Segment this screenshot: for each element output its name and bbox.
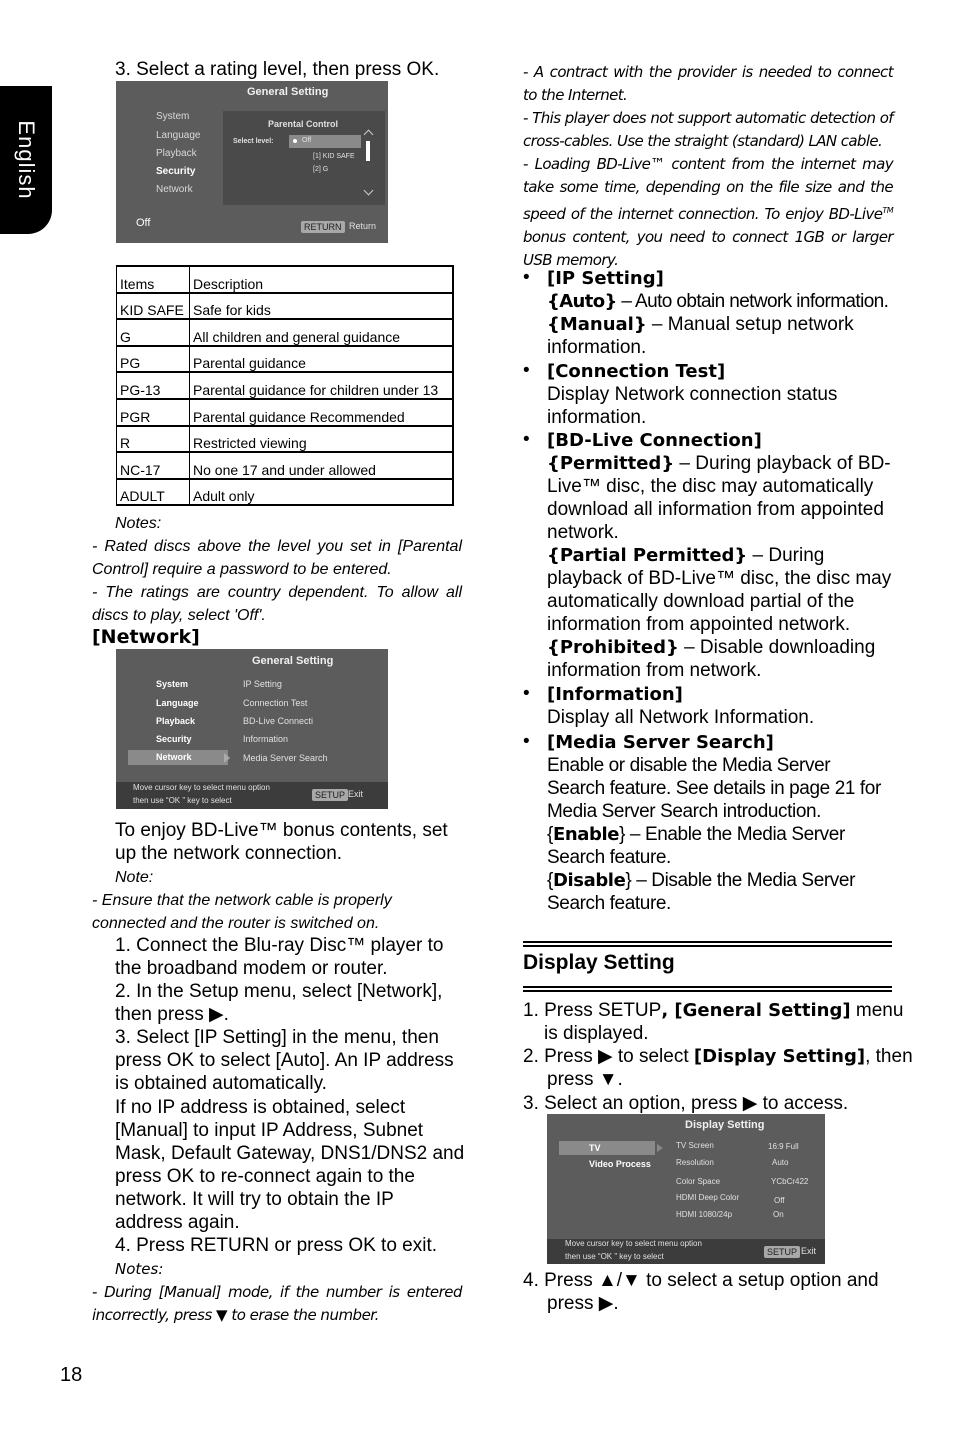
menu-item: Network — [156, 184, 193, 195]
option-value: Off — [774, 1196, 785, 1205]
trademark-mark: TM — [882, 206, 893, 215]
level-option-selected — [289, 135, 361, 148]
table-row — [117, 452, 454, 479]
ip-setting-block — [547, 267, 892, 359]
option-label: HDMI Deep Color — [676, 1193, 740, 1202]
table-cell: No one 17 and under allowed — [190, 452, 454, 479]
divider — [523, 941, 892, 947]
menu-item: Video Process — [589, 1159, 651, 1169]
display-setting-screenshot — [547, 1114, 825, 1264]
option-value: Auto — [772, 1158, 789, 1167]
connection-test-desc: Display Network connection status information. — [547, 384, 838, 428]
permitted-desc: – During playback of BD-Live™ disc, the disc may automatically download all information from appointed network. — [547, 453, 891, 543]
selected-dot-icon — [293, 139, 297, 143]
partial-permitted-desc: – During playback of BD-Live™ disc, the disc may automatically download partial of the information from appointed network. — [547, 545, 892, 635]
table-cell: Restricted viewing — [190, 426, 454, 453]
network-step-1: 1. Connect the Blu-ray Disc™ player to the broadband modem or router. — [115, 935, 444, 979]
arrow-right-icon — [224, 753, 230, 763]
permitted-option: {Permitted} — [547, 453, 675, 474]
network-step-3: 3. Select [IP Setting] in the menu, then press OK to select [Auto]. An IP address is obtained automatically. — [115, 1027, 454, 1094]
note-network-cable: - Ensure that the network cable is properly connected and the router is switched on. — [92, 892, 392, 932]
menu-item: System — [156, 111, 190, 122]
bdlive-intro: To enjoy BD-Live™ bonus contents, set up the network connection. — [115, 820, 448, 864]
partial-permitted-option: {Partial Permitted} — [547, 545, 748, 566]
ds-step1-text: 1. Press SETUP — [523, 1000, 662, 1021]
option-label: Color Space — [676, 1177, 721, 1186]
table-row — [117, 293, 454, 320]
menu-item: Language — [156, 130, 201, 141]
bullet: • — [523, 360, 530, 381]
table-cell: Adult only — [190, 479, 454, 506]
network-step-2: 2. In the Setup menu, select [Network], then press ▶. — [115, 981, 443, 1025]
table-row — [117, 399, 454, 426]
ip-manual-desc: – Manual setup network information. — [547, 314, 854, 358]
step3-rating: 3. Select a rating level, then press OK. — [115, 59, 440, 80]
scrollbar-thumb — [366, 141, 370, 161]
note-loading-bdlive — [523, 153, 893, 272]
table-cell: Parental guidance Recommended — [190, 399, 454, 426]
table-cell: G — [117, 319, 190, 346]
option-value: 16:9 Full — [768, 1142, 799, 1151]
ds-step2-text: 2. Press ▶ to select — [523, 1046, 694, 1067]
current-level: Off — [136, 217, 151, 229]
table-row — [117, 319, 454, 346]
menu-item-selected: Security — [156, 166, 196, 177]
media-server-title: [Media Server Search] — [547, 732, 774, 753]
exit-label: Exit — [348, 789, 364, 799]
menu-item: Language — [156, 698, 199, 708]
setup-button-key: SETUP — [764, 1246, 800, 1258]
note-label: Note: — [115, 869, 154, 886]
table-cell: R — [117, 426, 190, 453]
brace-close: } — [625, 870, 632, 891]
option-label: TV Screen — [676, 1141, 714, 1150]
table-cell: PGR — [117, 399, 190, 426]
footer-hint: then use “OK ” key to select — [133, 796, 232, 805]
note-loading-text-end: bonus content, you need to connect 1GB or larger USB memory. — [523, 228, 893, 269]
table-row — [117, 372, 454, 399]
bdlive-connection-block — [547, 429, 892, 682]
bullet: • — [523, 683, 530, 704]
prohibited-desc: – Disable downloading information from network. — [547, 637, 876, 681]
ip-setting-title: [IP Setting] — [547, 268, 664, 289]
arrow-right-icon — [657, 1144, 663, 1152]
menu-item: Playback — [156, 716, 196, 726]
connection-test-title: [Connection Test] — [547, 361, 726, 382]
menu-item-selected-bar — [559, 1141, 655, 1155]
select-level-label: Select level: — [233, 138, 274, 145]
table-cell: NC-17 — [117, 452, 190, 479]
bullet: • — [523, 731, 530, 752]
option-value: On — [773, 1210, 784, 1219]
ip-manual-line — [547, 313, 892, 359]
exit-label: Exit — [801, 1246, 817, 1256]
menu-item-tv: TV — [589, 1143, 601, 1153]
return-label: Return — [349, 221, 377, 231]
setup-button-key: SETUP — [312, 789, 348, 801]
table-row — [117, 479, 454, 506]
connection-test-block — [547, 360, 892, 429]
submenu-item: BD-Live Connecti — [243, 716, 314, 726]
note-contract: - A contract with the provider is needed to connect to the Internet. — [523, 63, 893, 104]
network-step-4: 4. Press RETURN or press OK to exit. — [115, 1235, 438, 1256]
display-step-4: 4. Press ▲/▼ to select a setup option and press ▶. — [523, 1270, 879, 1314]
ds-step2-end: , then press ▼. — [547, 1046, 913, 1090]
table-cell: PG — [117, 346, 190, 373]
brace-open: { — [547, 870, 553, 891]
display-step-2 — [523, 1045, 917, 1091]
parental-control-screenshot — [116, 81, 388, 243]
return-button-key: RETURN — [301, 221, 345, 233]
table-cell: ADULT — [117, 479, 190, 506]
ds-step2-bold: [Display Setting] — [693, 1046, 866, 1067]
screen-title: General Setting — [252, 655, 334, 667]
table-cell: All children and general guidance — [190, 319, 454, 346]
submenu-item: IP Setting — [243, 679, 282, 689]
footer-hint: Move cursor key to select menu option — [133, 783, 270, 792]
bullet: • — [523, 267, 530, 288]
panel-title: Parental Control — [268, 119, 339, 129]
footer-hint: then use “OK ” key to select — [565, 1252, 664, 1261]
media-server-block — [547, 731, 892, 915]
page-number: 18 — [60, 1364, 83, 1386]
note-loading-text: - Loading BD-Live™ content from the internet may take some time, depending on the file size and the speed of the internet connection. To enjoy BD-Live — [523, 155, 893, 223]
submenu-item: Information — [243, 734, 289, 744]
table-row — [117, 346, 454, 373]
ip-manual-option: {Manual} — [547, 314, 647, 335]
note-manual-mode: - During [Manual] mode, if the number is entered incorrectly, press ▼ to erase the number. — [92, 1283, 462, 1324]
display-setting-heading: Display Setting — [523, 951, 675, 974]
rating-table — [116, 265, 454, 506]
menu-item: Playback — [156, 148, 197, 159]
level-option-off: Off — [302, 137, 312, 144]
language-side-tab — [0, 86, 52, 234]
menu-item: Security — [156, 734, 192, 744]
table-cell: Safe for kids — [190, 293, 454, 320]
network-heading: [Network] — [92, 626, 200, 648]
ip-auto-line — [547, 290, 892, 313]
table-row — [117, 426, 454, 453]
screen-title: General Setting — [247, 86, 329, 98]
notes-label: Notes: — [115, 515, 162, 532]
parental-control-panel — [223, 111, 385, 205]
information-block — [547, 683, 892, 729]
note-cross-cables: - This player does not support automatic detection of cross-cables. Use the straight (standard) LAN cable. — [523, 109, 893, 150]
menu-item-selected-bar — [128, 750, 228, 765]
table-cell: Parental guidance for children under 13 — [190, 372, 454, 399]
bdlive-connection-title: [BD-Live Connection] — [547, 430, 762, 451]
footer-hint: Move cursor key to select menu option — [565, 1239, 702, 1248]
table-header: Items — [117, 266, 190, 293]
network-settings-screenshot — [116, 649, 388, 809]
ds-step1-bold: , [General Setting] — [661, 1000, 851, 1021]
ds-step1-end: menu is displayed. — [544, 1000, 904, 1044]
option-label: Resolution — [676, 1158, 714, 1167]
ip-auto-desc: – Auto obtain network information. — [616, 291, 889, 312]
display-step-1 — [523, 999, 914, 1045]
scroll-down-icon — [364, 186, 374, 196]
screen-footer — [547, 1239, 825, 1264]
divider — [523, 986, 892, 992]
partial-line — [547, 544, 892, 636]
screen-title: Display Setting — [685, 1119, 765, 1131]
disable-option: Disable — [552, 870, 626, 891]
media-server-desc: Enable or disable the Media Server Search feature. See details in page 21 for Media Server Search introduction. — [547, 755, 881, 822]
submenu-item: Media Server Search — [243, 753, 328, 763]
table-header-row — [117, 266, 454, 293]
display-step-3: 3. Select an option, press ▶ to access. — [523, 1093, 849, 1114]
submenu-item: Connection Test — [243, 698, 308, 708]
disable-desc: – Disable the Media Server Search feature. — [547, 870, 855, 914]
brace-close: } — [619, 824, 626, 845]
table-cell: KID SAFE — [117, 293, 190, 320]
table-header: Description — [190, 266, 454, 293]
table-cell: Parental guidance — [190, 346, 454, 373]
information-desc: Display all Network Information. — [547, 707, 815, 728]
level-option: [1] KID SAFE — [313, 153, 355, 160]
bullet: • — [523, 429, 530, 450]
note-country-dependent: - The ratings are country dependent. To allow all discs to play, select 'Off'. — [92, 584, 462, 624]
network-step-3b: If no IP address is obtained, select [Manual] to input IP Address, Subnet Mask, Default Gateway, DNS1/DNS2 and press OK to re-connect again to the network. It will try to obtain the IP address again. — [115, 1097, 465, 1233]
enable-desc: – Enable the Media Server Search feature. — [547, 824, 845, 868]
prohibited-option: {Prohibited} — [547, 637, 679, 658]
disable-line — [547, 869, 892, 915]
level-option: [2] G — [313, 166, 329, 173]
prohibited-line — [547, 636, 892, 682]
information-title: [Information] — [547, 684, 683, 705]
screen-footer — [116, 782, 388, 809]
permitted-line — [547, 452, 892, 544]
side-tab-label: English — [14, 120, 39, 200]
option-value: YCbCr422 — [771, 1177, 809, 1186]
brace-open: { — [547, 824, 553, 845]
menu-item: System — [156, 679, 189, 689]
scroll-up-icon — [364, 130, 374, 140]
option-label: HDMI 1080/24p — [676, 1210, 733, 1219]
enable-option: Enable — [552, 824, 620, 845]
notes-label: Notes: — [115, 1260, 164, 1278]
table-cell: PG-13 — [117, 372, 190, 399]
enable-line — [547, 823, 892, 869]
menu-item-network: Network — [156, 752, 192, 762]
note-rated-discs: - Rated discs above the level you set in [Parental Control] require a password to be entered. — [92, 538, 462, 578]
ip-auto-option: {Auto} — [547, 291, 617, 312]
